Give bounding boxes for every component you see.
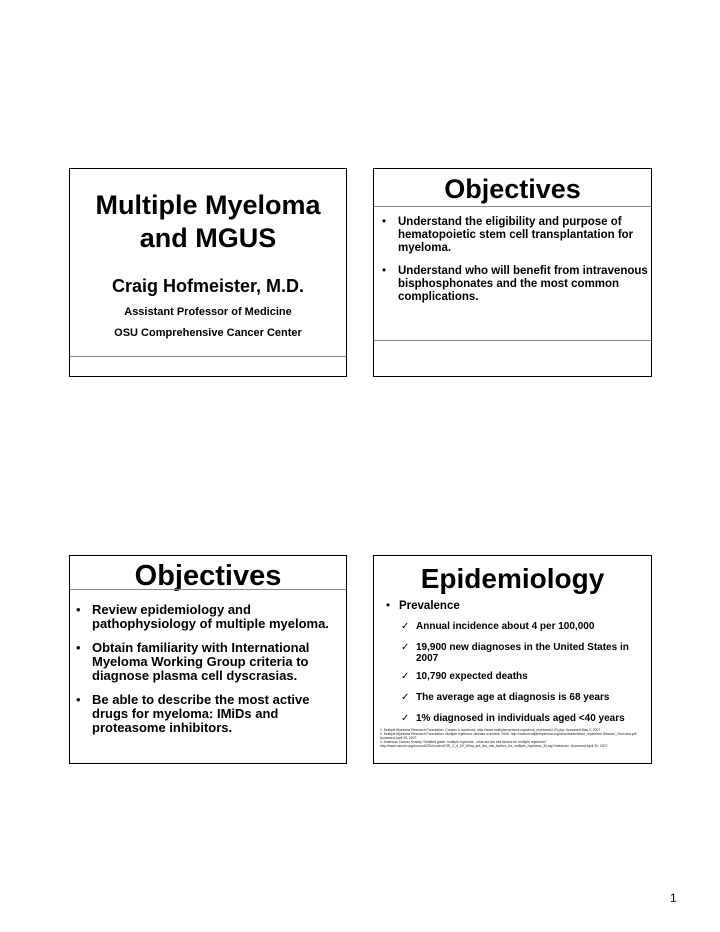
bullet-text: Be able to describe the most active drugs for myeloma: IMiDs and proteasome inhibitors. [92, 692, 310, 735]
slide-3-title-divider [70, 589, 346, 590]
bullet-marker: • [382, 265, 387, 277]
slide-2 [373, 168, 652, 377]
check-text: 1% diagnosed in individuals aged <40 years [416, 713, 625, 724]
check-icon: ✓ [401, 621, 410, 632]
slide-1-title-line1: Multiple Myeloma [95, 190, 321, 220]
check-item [401, 671, 645, 682]
bullet-text: Prevalence [399, 600, 460, 612]
bullet-marker: • [382, 216, 387, 228]
check-text: 10,790 expected deaths [416, 671, 528, 682]
slide-3-title: Objectives [134, 560, 282, 592]
check-text: 19,900 new diagnoses in the United States in 2007 [416, 642, 629, 664]
bullet-marker: • [76, 640, 81, 655]
check-text: Annual incidence about 4 per 100,000 [416, 621, 595, 632]
list-item [386, 600, 649, 613]
slide-2-title: Objectives [444, 174, 581, 204]
bullet-marker: • [76, 692, 81, 707]
slide-1-title [70, 189, 346, 255]
slide-3-bullet-list [76, 603, 344, 735]
slide-1-position: Assistant Professor of Medicine [124, 306, 292, 318]
check-icon: ✓ [401, 671, 410, 682]
list-item [382, 265, 648, 304]
check-item [401, 621, 645, 632]
slide-2-notes-line [374, 340, 651, 341]
check-item [401, 642, 645, 664]
page-number: 1 [670, 891, 677, 905]
check-text: The average age at diagnosis is 68 years [416, 692, 610, 703]
list-item [76, 603, 344, 631]
slide-2-bullet-list [382, 216, 648, 304]
slide-4-check-list [401, 621, 645, 724]
bullet-text: Understand the eligibility and purpose of hematopoietic stem cell transplantation for myeloma. [398, 216, 634, 254]
slide-4-title: Epidemiology [420, 563, 605, 594]
list-item [76, 641, 344, 683]
reference-item: 1. Multiple Myeloma Research Foundation. Causes & incidence. http://www.multiplemyeloma.org/about_myeloma/2.03.php. Accessed May 2, 2007. [380, 728, 602, 732]
reference-item: 3. Multiple Myeloma Research Foundation. Multiple myeloma: disease overview. 2006. http://www.multiplemyeloma.org/downloads/about_myeloma/ Disease_Overview.pdf. Accessed April 30, 2007. [380, 732, 638, 740]
check-icon: ✓ [401, 713, 410, 724]
check-item [401, 713, 645, 724]
slide-4-bullet-list [386, 600, 649, 613]
slide-4-references [380, 728, 648, 748]
slide-2-title-divider [374, 206, 651, 207]
reference-item: 4. American Cancer Society. Detailed guide: multiple myeloma - what are the risk factors for multiple myeloma? http://www.cancer.org/docroot/CRI/content/CRI_2_4_2X_What_are_the_risk_factors_for_multiple_myeloma_30.asp?sitearea=. Accessed April 30, 2007. [380, 740, 609, 748]
slide-3 [69, 555, 347, 764]
bullet-marker: • [76, 602, 81, 617]
slide-4 [373, 555, 652, 764]
check-icon: ✓ [401, 692, 410, 703]
slide-1-author: Craig Hofmeister, M.D. [111, 276, 305, 296]
slide-1-institution: OSU Comprehensive Cancer Center [114, 327, 302, 339]
bullet-marker: • [386, 600, 391, 612]
list-item [76, 693, 344, 735]
slide-1-title-line2: and MGUS [139, 223, 277, 253]
check-item [401, 692, 645, 703]
check-icon: ✓ [401, 642, 410, 653]
bullet-text: Review epidemiology and pathophysiology of multiple myeloma. [92, 602, 329, 631]
bullet-text: Understand who will benefit from intravenous bisphosphonates and the most common complications. [398, 265, 648, 303]
bullet-text: Obtain familiarity with International Myeloma Working Group criteria to diagnose plasma cell dyscrasias. [92, 640, 310, 683]
list-item [382, 216, 648, 255]
slide-1 [69, 168, 347, 377]
slide-1-notes-line [70, 356, 346, 357]
